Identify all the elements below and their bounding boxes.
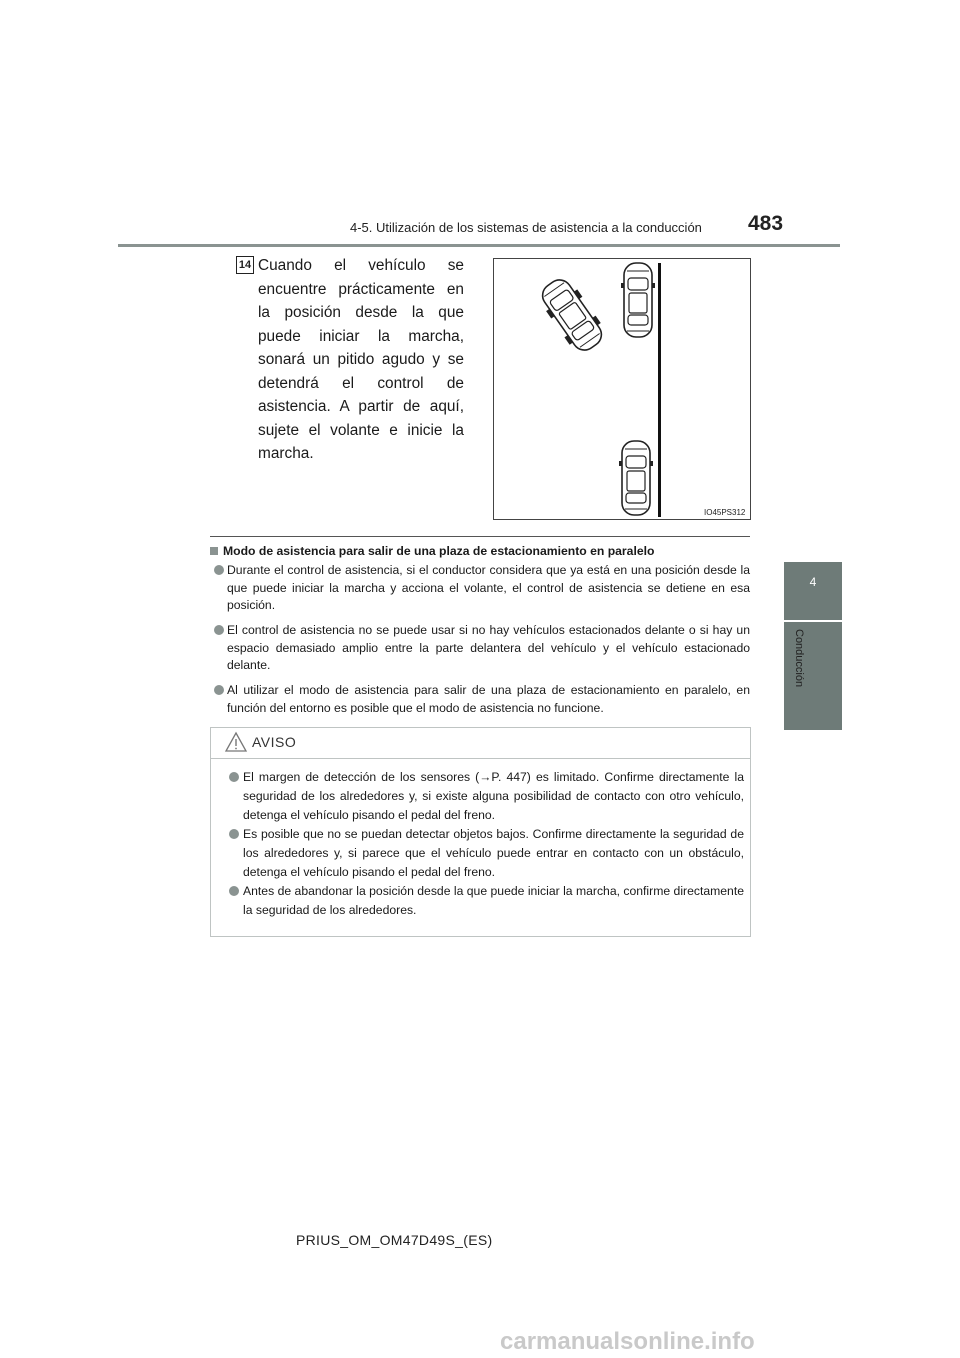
bullet-dot-icon: [214, 685, 224, 695]
curb-line: [658, 263, 661, 517]
step-text: Cuando el vehículo se encuentre prácticamente en la posición desde la que puede iniciar la marcha, sonará un pitido agudo y se detendrá el control de asistencia. A partir de aquí, sujete el volante e inicie la marcha.: [258, 257, 464, 462]
warning-item: Antes de abandonar la posición desde la que puede iniciar la marcha, confirme directamente la seguridad de los alrededores.: [226, 882, 744, 920]
bullet-dot-icon: [229, 886, 239, 896]
warning-triangle-icon: [224, 731, 248, 758]
bullet-dot-icon: [214, 625, 224, 635]
header-divider: [118, 244, 840, 247]
section-title: 4-5. Utilización de los sistemas de asistencia a la conducción: [350, 220, 702, 235]
warning-header-divider: [210, 758, 751, 759]
section-heading: [210, 544, 654, 558]
square-bullet-icon: [210, 547, 218, 555]
chapter-tab: [784, 562, 842, 620]
parking-illustration: [493, 258, 751, 520]
bullet-dot-icon: [214, 565, 224, 575]
parked-car-front-icon: [621, 263, 655, 337]
step-number: 14: [236, 256, 254, 274]
warning-title: AVISO: [252, 734, 297, 750]
bullet-dot-icon: [229, 829, 239, 839]
document-code: PRIUS_OM_OM47D49S_(ES): [296, 1232, 493, 1248]
warning-item: Es posible que no se puedan detectar objetos bajos. Confirme directamente la seguridad de los alrededores y, si parece que el vehículo puede entrar en contacto con un obstáculo, detenga el vehículo pisando el pedal del freno.: [226, 825, 744, 882]
parked-car-rear-icon: [619, 441, 653, 515]
chapter-label: Conducción: [793, 629, 805, 688]
own-car-icon: [535, 273, 610, 357]
list-item: Al utilizar el modo de asistencia para salir de una plaza de estacionamiento en paralelo, en función del entorno es posible que el modo de asistencia no funcione.: [210, 682, 750, 717]
list-item: Durante el control de asistencia, si el conductor considera que ya está en una posición desde la que puede iniciar la marcha y acciona el volante, el control de asistencia se detiene en esa posición.: [210, 562, 750, 615]
bullet-dot-icon: [229, 772, 239, 782]
page-number: 483: [748, 212, 784, 235]
watermark: carmanualsonline.info: [500, 1328, 755, 1355]
list-item: El control de asistencia no se puede usar si no hay vehículos estacionados delante o si hay un espacio demasiado amplio entre la parte delantera del vehículo y el vehículo estacionado delante.: [210, 622, 750, 675]
warning-item: El margen de detección de los sensores (→P. 447) es limitado. Confirme directamente la seguridad de los alrededores y, si existe alguna posibilidad de contacto con otro vehículo, detenga el vehículo pisando el pedal del freno.: [226, 768, 744, 825]
section-heading-text: Modo de asistencia para salir de una plaza de estacionamiento en paralelo: [223, 544, 655, 558]
chapter-number: 4: [809, 575, 817, 589]
figure-code: IO45PS312: [704, 508, 746, 517]
parking-diagram: [494, 259, 750, 519]
section-divider: [210, 536, 750, 537]
